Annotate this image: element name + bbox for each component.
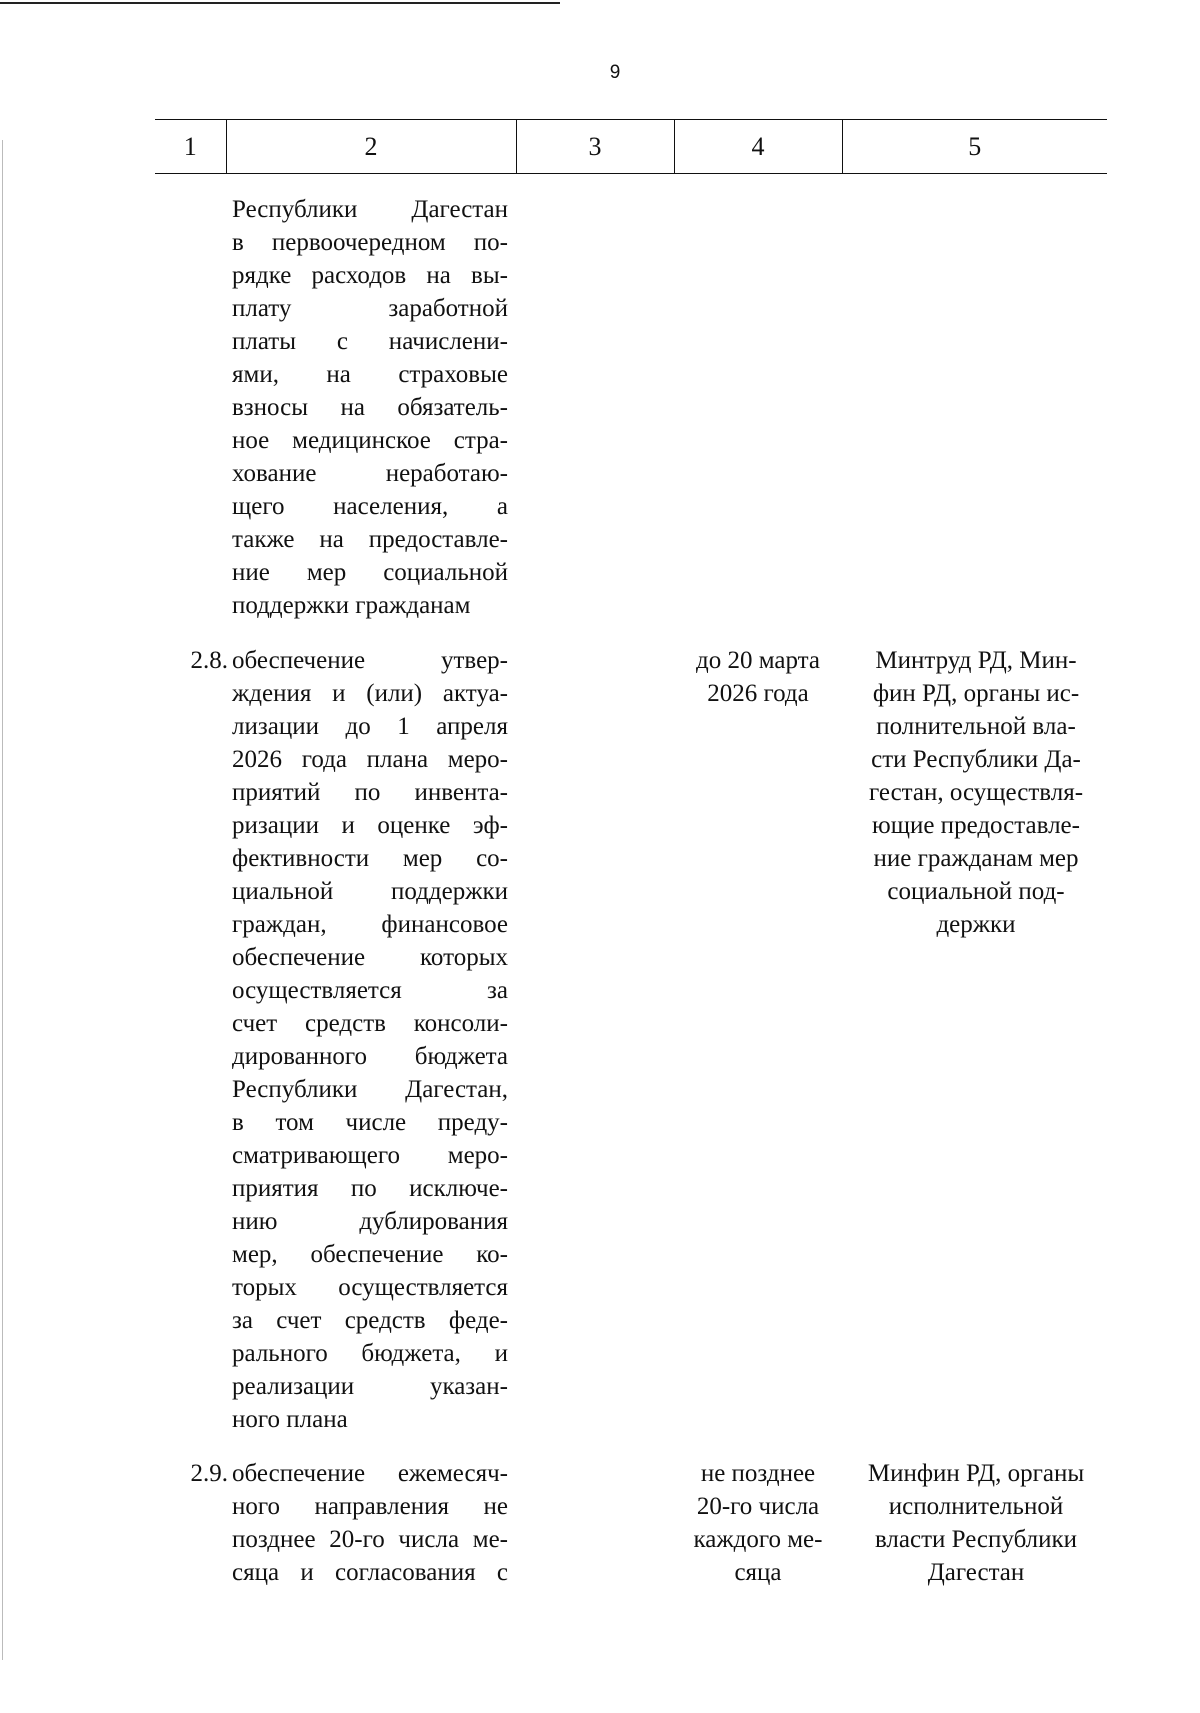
description-line: реализации указан- (232, 1373, 508, 1400)
description-line: циальной поддержки (232, 878, 508, 905)
column-header-4: 4 (674, 120, 842, 174)
responsible-line: держки (936, 911, 1016, 938)
row-description (232, 1457, 508, 1589)
deadline-line: 2026 года (707, 680, 809, 707)
deadline-line: не позднее (700, 1460, 816, 1487)
column-header-3: 3 (516, 120, 674, 174)
responsible-line: социальной под- (887, 878, 1065, 905)
responsible-line: Дагестан (927, 1559, 1025, 1586)
continuation-description (232, 193, 508, 622)
row-number: 2.9. (190, 1460, 228, 1487)
responsible-line: ющие предоставле- (872, 812, 1080, 839)
scan-edge-left (2, 140, 3, 1660)
scan-edge-top (0, 2, 560, 4)
description-line: плату заработной (232, 295, 508, 322)
description-line: нию дублирования (232, 1208, 508, 1235)
description-line: в том числе преду- (232, 1109, 508, 1136)
description-line: счет средств консоли- (232, 1010, 508, 1037)
description-line: ждения и (или) актуа- (232, 680, 508, 707)
description-line: фективности мер со- (232, 845, 508, 872)
responsible-line: исполнительной (888, 1493, 1064, 1520)
description-line: 2026 года плана меро- (232, 746, 508, 773)
description-line: хование неработаю- (232, 460, 508, 487)
description-line: ние мер социальной (232, 559, 508, 586)
responsible-line: фин РД, органы ис- (872, 680, 1080, 707)
description-line: обеспечение которых (232, 944, 508, 971)
description-line: обеспечение утвер- (232, 647, 508, 674)
responsible-line: Минтруд РД, Мин- (875, 647, 1077, 674)
responsible-line: ние гражданам мер (873, 845, 1079, 872)
page-number: 9 (609, 62, 621, 83)
description-line: ного направления не (232, 1493, 508, 1520)
responsible-line: сти Республики Да- (871, 746, 1081, 773)
description-line: платы с начислени- (232, 328, 508, 355)
description-line: позднее 20-го числа ме- (232, 1526, 508, 1553)
row-responsible (848, 644, 1104, 941)
deadline-line: сяца (734, 1559, 782, 1586)
column-header-2: 2 (226, 120, 516, 174)
row-responsible (848, 1457, 1104, 1589)
column-header-1: 1 (155, 120, 226, 174)
description-line: осуществляется за (232, 977, 508, 1004)
row-deadline (678, 644, 838, 710)
deadline-line: до 20 марта (696, 647, 820, 674)
row-deadline (678, 1457, 838, 1589)
column-header-5: 5 (842, 120, 1107, 174)
responsible-line: Минфин РД, органы (867, 1460, 1085, 1487)
description-line: ное медицинское стра- (232, 427, 508, 454)
description-line: сяца и согласования с (232, 1559, 508, 1586)
description-line: рального бюджета, и (232, 1340, 508, 1367)
description-line: дированного бюджета (232, 1043, 508, 1070)
description-line: также на предоставле- (232, 526, 508, 553)
description-line: лизации до 1 апреля (232, 713, 508, 740)
description-line: приятия по исключе- (232, 1175, 508, 1202)
description-line: в первоочередном по- (232, 229, 508, 256)
table-header (155, 119, 1107, 174)
description-line: сматривающего меро- (232, 1142, 508, 1169)
description-line: рядке расходов на вы- (232, 262, 508, 289)
row-number: 2.8. (190, 647, 228, 674)
description-line: Республики Дагестан, (232, 1076, 508, 1103)
description-line: мер, обеспечение ко- (232, 1241, 508, 1268)
deadline-line: 20-го числа (696, 1493, 820, 1520)
description-line: торых осуществляется (232, 1274, 508, 1301)
description-line: граждан, финансовое (232, 911, 508, 938)
description-line: ризации и оценке эф- (232, 812, 508, 839)
description-line: обеспечение ежемесяч- (232, 1460, 508, 1487)
description-line: ями, на страховые (232, 361, 508, 388)
description-line: поддержки гражданам (232, 592, 471, 619)
description-line: взносы на обязатель- (232, 394, 508, 421)
description-line: ного плана (232, 1406, 348, 1433)
description-line: приятий по инвента- (232, 779, 508, 806)
responsible-line: полнительной вла- (876, 713, 1076, 740)
description-line: Республики Дагестан (232, 196, 508, 223)
row-description (232, 644, 508, 1436)
deadline-line: каждого ме- (693, 1526, 823, 1553)
responsible-line: власти Республики (874, 1526, 1078, 1553)
description-line: щего населения, а (232, 493, 508, 520)
responsible-line: гестан, осуществля- (868, 779, 1084, 806)
description-line: за счет средств феде- (232, 1307, 508, 1334)
